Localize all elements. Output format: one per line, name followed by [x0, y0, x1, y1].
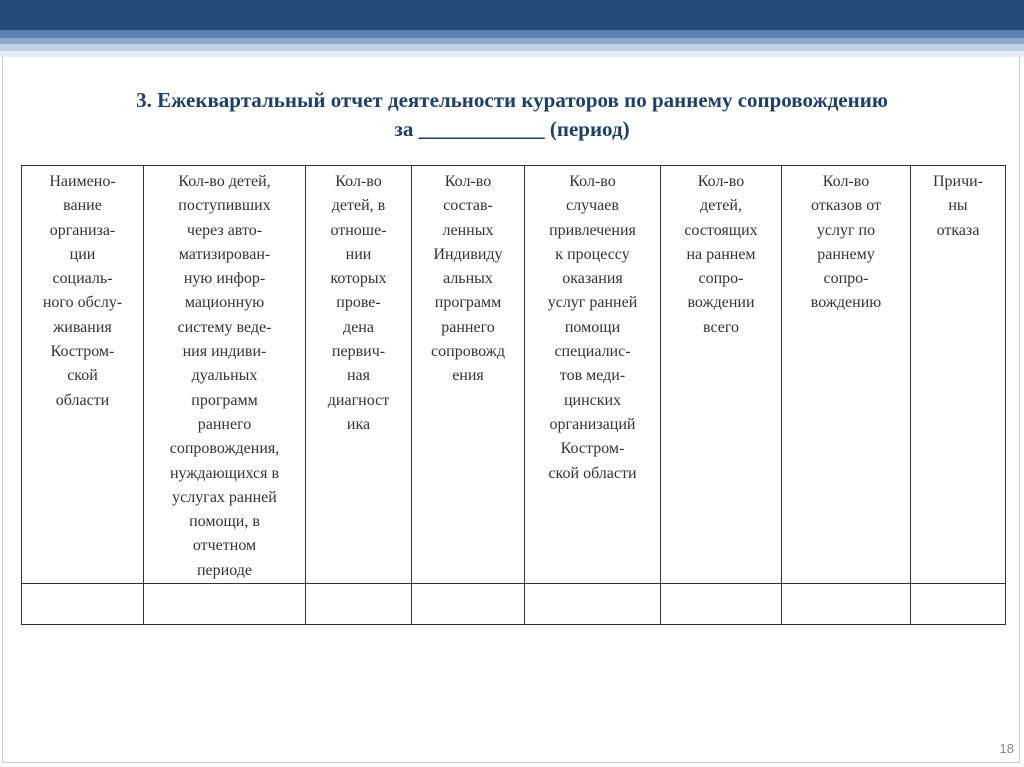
table-empty-cell[interactable]	[306, 584, 412, 625]
header-cell-text-line: Наимено-	[49, 173, 116, 190]
header-cell-text-line: Кол-во детей,	[178, 173, 271, 190]
header-cell-text-line: раннего	[441, 318, 495, 336]
header-cell-text-line: дена	[343, 318, 374, 336]
header-cell-text-line: программ	[191, 391, 258, 409]
header-cell-text-line: живания	[53, 318, 112, 336]
header-cell-text-line: раннего	[197, 415, 252, 433]
header-cell-text-line: Кол-во	[697, 173, 745, 190]
header-cell-text-line: услуг ранней	[547, 294, 638, 312]
header-cell-text-line: состав-	[443, 197, 493, 215]
header-cell-text-line: Кол-во	[335, 173, 382, 190]
header-cell-text-line: привлечения	[549, 221, 636, 239]
header-cell-text-line: детей, в	[331, 197, 386, 215]
header-cell-text-line: программ	[434, 294, 502, 312]
table-header-cell	[911, 166, 1006, 584]
header-cell-text-line: периоде	[196, 561, 252, 579]
header-cell-text-line: Кол-во	[569, 173, 616, 190]
table-empty-cell[interactable]	[782, 584, 911, 625]
header-cell-text-line: раннему	[817, 245, 875, 263]
header-cell-text-line: отказа	[936, 221, 980, 239]
header-cell-text-line: вание	[63, 197, 102, 215]
header-cell-text-line: через авто-	[186, 221, 263, 239]
header-cell-text-line: ленных	[442, 221, 494, 239]
page-number: 18	[999, 741, 1014, 756]
header-cell-text-line: первич-	[331, 343, 386, 361]
header-cell-text-line: ской	[67, 367, 98, 385]
table-empty-cell[interactable]	[911, 584, 1006, 625]
header-cell-text-line: отноше-	[330, 221, 387, 239]
header-cell-text-line: ения	[452, 367, 484, 385]
header-cell-text-line: ния индиви-	[182, 343, 267, 361]
header-cell-text-line: тов меди-	[559, 367, 626, 385]
header-cell-text-line: Костром-	[50, 343, 115, 361]
table-empty-cell[interactable]	[144, 584, 306, 625]
table-header-cell	[22, 166, 144, 584]
header-cell-text-line: нии	[345, 245, 372, 263]
header-cell-text-line: области	[55, 391, 110, 409]
header-cell-text-line: Костром-	[560, 440, 625, 458]
header-cell-text-line: сопро-	[823, 270, 869, 288]
header-cell-text-line: специалис-	[554, 343, 631, 361]
header-cell-text-line: Кол-во	[822, 173, 870, 190]
header-cell-text-line: социаль-	[52, 270, 113, 288]
report-table	[21, 165, 1006, 625]
slide-title-line-1: 3. Ежеквартальный отчет деятельности кураторов по раннему сопровождению	[136, 88, 888, 112]
header-cell-text-line: систему веде-	[177, 318, 272, 336]
header-cell-text-line: мационную	[184, 294, 265, 312]
header-cell-text-line: прове-	[336, 294, 381, 312]
header-cell-text-line: состоящих	[684, 221, 758, 239]
header-cell-text-line: сопро-	[698, 270, 744, 288]
header-cell-text-line: организа-	[49, 221, 116, 239]
header-band-medium	[0, 30, 1024, 38]
table-empty-cell[interactable]	[525, 584, 661, 625]
table-empty-cell[interactable]	[22, 584, 144, 625]
slide-title	[20, 86, 1004, 144]
header-cell-text-line: услуг по	[816, 221, 876, 239]
header-cell-text-line: вождении	[687, 294, 755, 312]
header-cell-text-line: отчетном	[192, 537, 257, 555]
header-cell-text-line: диагност	[327, 391, 390, 409]
table-header-cell	[782, 166, 911, 584]
header-cell-text-line: вождению	[810, 294, 882, 312]
table-empty-cell[interactable]	[661, 584, 782, 625]
header-cell-text-line: нуждающихся в	[169, 464, 280, 482]
header-cell-text-line: помощи, в	[189, 513, 260, 531]
table-empty-row	[22, 584, 1006, 625]
header-cell-text-line: детей,	[700, 197, 742, 215]
table-header-cell	[412, 166, 525, 584]
header-cell-text-line: сопровождения,	[169, 440, 280, 458]
header-cell-text-line: Индивиду	[433, 245, 503, 263]
header-cell-text-line: ции	[69, 245, 96, 263]
header-cell-text-line: которых	[330, 270, 387, 288]
table-header-cell	[525, 166, 661, 584]
table-header-cell	[144, 166, 306, 584]
header-cell-text-line: отказов от	[811, 197, 881, 215]
header-band-dark	[0, 0, 1024, 30]
header-cell-text-line: на раннем	[686, 245, 756, 263]
header-cell-text-line: ного обслу-	[42, 294, 123, 312]
table-header-cell	[661, 166, 782, 584]
header-cell-text-line: дуальных	[191, 367, 258, 385]
header-cell-text-line: ской области	[548, 464, 637, 482]
table-empty-cell[interactable]	[412, 584, 525, 625]
header-cell-text-line: услугах ранней	[172, 488, 277, 506]
header-cell-text-line: ную инфор-	[183, 270, 266, 288]
header-cell-text-line: Причи-	[932, 173, 984, 190]
header-cell-text-line: ика	[346, 415, 371, 433]
header-cell-text-line: случаев	[566, 197, 619, 215]
header-cell-text-line: матизирован-	[178, 245, 271, 263]
header-cell-text-line: оказания	[562, 270, 623, 288]
header-band-lighter	[0, 44, 1024, 51]
table-header-row	[22, 166, 1006, 584]
header-cell-text-line: альных	[443, 270, 493, 288]
header-cell-text-line: Кол-во	[444, 173, 492, 190]
header-cell-text-line: организаций	[549, 415, 636, 433]
header-cell-text-line: ны	[948, 197, 968, 215]
header-cell-text-line: всего	[702, 318, 740, 336]
slide-title-line-2: за ____________ (период)	[394, 117, 630, 141]
header-cell-text-line: цинских	[563, 391, 622, 409]
header-cell-text-line: помощи	[564, 318, 621, 336]
header-cell-text-line: ная	[346, 367, 371, 385]
header-cell-text-line: сопровожд	[431, 343, 505, 361]
table-header-cell	[306, 166, 412, 584]
header-cell-text-line: к процессу	[555, 245, 630, 263]
header-cell-text-line: поступивших	[178, 197, 271, 215]
